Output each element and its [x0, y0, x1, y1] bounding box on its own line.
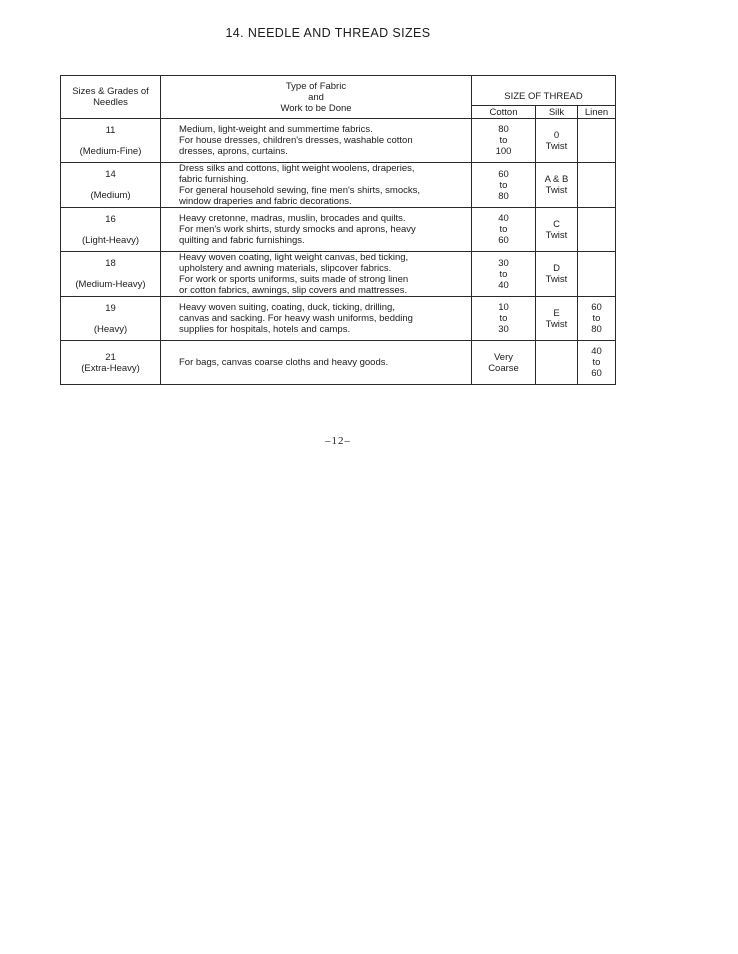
cotton-value: 60 — [498, 168, 509, 180]
needle-grade: (Heavy) — [93, 323, 128, 335]
page-number: –12– — [325, 435, 351, 447]
fabric-cell — [161, 341, 472, 385]
needle-grade: (Medium-Heavy) — [75, 279, 146, 290]
fabric-line: upholstery and awning materials, slipcover fabrics. — [179, 263, 392, 274]
silk-value: Twist — [545, 185, 568, 196]
needle-grade: (Extra-Heavy) — [81, 362, 140, 374]
cotton-value: 30 — [498, 257, 509, 269]
header-fabric-line: and — [308, 91, 324, 103]
fabric-line: Heavy woven coating, light weight canvas, bed ticking, — [179, 252, 409, 263]
silk-value: Twist — [545, 274, 568, 285]
linen-cell — [578, 119, 616, 163]
needle-cell — [61, 163, 161, 208]
silk-value: Twist — [545, 318, 568, 330]
cotton-value: 80 — [498, 190, 509, 202]
table-row — [61, 252, 616, 297]
silk-cell — [536, 208, 578, 252]
silk-value: A & B — [544, 174, 569, 185]
header-needle-line: Needles — [93, 97, 128, 108]
cotton-value: 80 — [498, 124, 509, 135]
cotton-value: 10 — [498, 302, 509, 313]
needle-grade: (Medium-Fine) — [79, 145, 142, 157]
fabric-line: For general household sewing, fine men's shirts, smocks, — [179, 185, 421, 196]
cotton-value: 100 — [495, 146, 512, 157]
cotton-cell — [472, 297, 536, 341]
cotton-cell — [472, 119, 536, 163]
needle-size: 14 — [105, 169, 116, 180]
linen-cell — [578, 341, 616, 385]
header-needle-line: Sizes & Grades of — [72, 86, 149, 97]
needle-size: 18 — [105, 258, 116, 269]
header-needle-sizes — [61, 76, 161, 119]
needle-cell — [61, 252, 161, 297]
silk-value: C — [553, 218, 560, 230]
fabric-line: For house dresses, children's dresses, washable cotton — [179, 135, 413, 146]
linen-value: to — [592, 357, 601, 368]
linen-value: 60 — [591, 368, 602, 379]
needle-size: 21 — [105, 351, 116, 363]
page-title: 14. NEEDLE AND THREAD SIZES — [225, 26, 431, 40]
fabric-cell — [161, 252, 472, 297]
cotton-cell — [472, 341, 536, 385]
silk-cell — [536, 119, 578, 163]
table-row — [61, 297, 616, 341]
fabric-line: For bags, canvas coarse cloths and heavy goods. — [179, 357, 389, 368]
table-row — [61, 341, 616, 385]
silk-cell — [536, 341, 578, 385]
fabric-line: Heavy woven suiting, coating, duck, ticking, drilling, — [179, 302, 395, 313]
linen-cell — [578, 252, 616, 297]
fabric-cell — [161, 297, 472, 341]
fabric-line: or cotton fabrics, awnings, slip covers and mattresses. — [179, 285, 408, 296]
fabric-line: Medium, light-weight and summertime fabrics. — [179, 124, 373, 135]
header-fabric-line: Type of Fabric — [285, 80, 347, 92]
silk-cell — [536, 297, 578, 341]
header-fabric-line: Work to be Done — [280, 102, 352, 114]
silk-cell — [536, 252, 578, 297]
header-fabric-type — [161, 76, 472, 119]
linen-value: 80 — [591, 324, 602, 335]
fabric-line: window draperies and fabric decorations. — [179, 196, 352, 207]
needle-cell — [61, 119, 161, 163]
silk-value: E — [553, 307, 560, 319]
cotton-value: 40 — [498, 279, 509, 291]
silk-value: D — [553, 263, 560, 274]
header-silk: Silk — [536, 106, 578, 119]
silk-value: 0 — [553, 129, 560, 141]
needle-cell — [61, 341, 161, 385]
fabric-line: dresses, aprons, curtains. — [179, 146, 288, 157]
needle-cell — [61, 297, 161, 341]
linen-value: to — [592, 313, 601, 324]
needle-size: 19 — [105, 302, 116, 314]
fabric-line: For work or sports uniforms, suits made of strong linen — [179, 274, 409, 285]
header-thread-size: SIZE OF THREAD — [472, 76, 616, 106]
needle-grade: (Light-Heavy) — [81, 234, 140, 246]
needle-size: 16 — [105, 213, 116, 225]
cotton-value: to — [499, 179, 508, 191]
header-linen: Linen — [578, 106, 616, 119]
header-cotton: Cotton — [472, 106, 536, 119]
cotton-value: to — [499, 224, 508, 235]
fabric-line: Dress silks and cottons, light weight woolens, draperies, — [179, 163, 415, 174]
fabric-line: canvas and sacking. For heavy wash uniforms, bedding — [179, 313, 413, 324]
cotton-value: to — [499, 135, 508, 146]
fabric-line: Heavy cretonne, madras, muslin, brocades and quilts. — [179, 213, 406, 224]
linen-value: 60 — [591, 302, 602, 313]
cotton-value: 40 — [498, 213, 509, 224]
silk-cell — [536, 163, 578, 208]
cotton-cell — [472, 252, 536, 297]
cotton-value: 60 — [498, 235, 509, 246]
table-row — [61, 163, 616, 208]
cotton-value: 30 — [498, 324, 509, 335]
silk-value: Twist — [545, 229, 568, 241]
cotton-cell — [472, 163, 536, 208]
fabric-cell — [161, 119, 472, 163]
fabric-line: For men's work shirts, sturdy smocks and aprons, heavy — [179, 224, 416, 235]
cotton-value: Coarse — [488, 362, 519, 374]
cotton-value: to — [499, 313, 508, 324]
linen-cell — [578, 163, 616, 208]
linen-cell — [578, 297, 616, 341]
fabric-cell — [161, 163, 472, 208]
linen-cell — [578, 208, 616, 252]
needle-grade: (Medium) — [90, 190, 131, 201]
fabric-line: supplies for hospitals, hotels and camps. — [179, 324, 351, 335]
cotton-cell — [472, 208, 536, 252]
linen-value: 40 — [591, 346, 602, 357]
needle-cell — [61, 208, 161, 252]
needle-thread-table — [60, 75, 616, 385]
table-row — [61, 208, 616, 252]
silk-value: Twist — [545, 140, 568, 152]
fabric-cell — [161, 208, 472, 252]
fabric-line: fabric furnishing. — [179, 174, 249, 185]
fabric-line: quilting and fabric furnishings. — [179, 235, 305, 246]
cotton-value: to — [499, 268, 508, 280]
cotton-value: Very — [493, 351, 513, 363]
needle-size: 11 — [105, 124, 116, 136]
table-row — [61, 119, 616, 163]
